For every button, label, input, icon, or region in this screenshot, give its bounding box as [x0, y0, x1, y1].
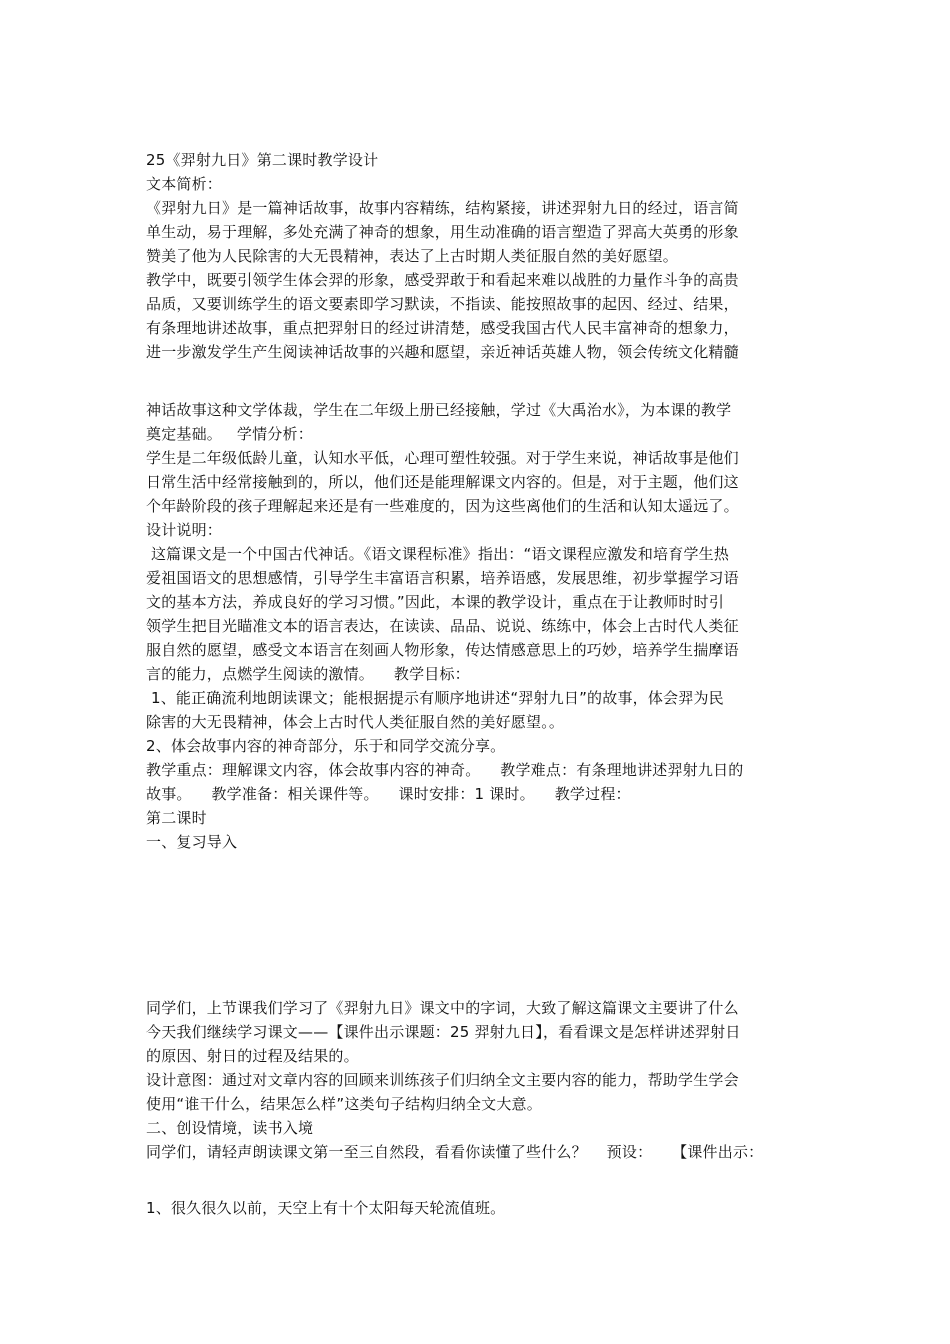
paragraph-line: 神话故事这种文学体裁，学生在二年级上册已经接触，学过《大禹治水》，为本课的教学 — [146, 401, 732, 419]
paragraph-line: 言的能力，点燃学生阅读的激情。 教学目标： — [146, 665, 470, 683]
section-heading-text-analysis: 文本简析： — [146, 175, 223, 193]
paragraph-line: 单生动，易于理解，多处充满了神奇的想象，用生动准确的语言塑造了羿高大英勇的形象 — [146, 223, 739, 241]
paragraph-line: 教学重点：理解课文内容，体会故事内容的神奇。 教学难点：有条理地讲述羿射九日的 — [146, 761, 744, 779]
paragraph-line: 日常生活中经常接触到的，所以，他们还是能理解课文内容的。但是，对于主题，他们这 — [146, 473, 739, 491]
paragraph-line: 2、体会故事内容的神奇部分，乐于和同学交流分享。 — [146, 737, 506, 755]
paragraph-line: 文的基本方法，养成良好的学习习惯。”因此，本课的教学设计，重点在于让教师时时引 — [146, 593, 725, 611]
section-heading-second-lesson: 第二课时 — [146, 809, 207, 827]
paragraph-line: 个年龄阶段的孩子理解起来还是有一些难度的，因为这些离他们的生活和认知太遥远了。 — [146, 497, 739, 515]
paragraph-line: 同学们，上节课我们学习了《羿射九日》课文中的字词，大致了解这篇课文主要讲了什么 — [146, 999, 739, 1017]
paragraph-line: 这篇课文是一个中国古代神话。《语文课程标准》指出：“语文课程应激发和培育学生热 — [146, 545, 730, 563]
paragraph-line: 进一步激发学生产生阅读神话故事的兴趣和愿望，亲近神话英雄人物，领会传统文化精髓 — [146, 343, 739, 361]
paragraph-line: 故事。 教学准备：相关课件等。 课时安排：1 课时。 教学过程： — [146, 785, 631, 803]
paragraph-line: 1、很久很久以前，天空上有十个太阳每天轮流值班。 — [146, 1199, 506, 1217]
section-heading-design-notes: 设计说明： — [146, 521, 223, 539]
paragraph-line: 品质，又要训练学生的语文要素即学习默读，不指读、能按照故事的起因、经过、结果， — [146, 295, 739, 313]
paragraph-line: 赞美了他为人民除害的大无畏精神，表达了上古时期人类征服自然的美好愿望。 — [146, 247, 679, 265]
paragraph-line: 1、能正确流利地朗读课文；能根据提示有顺序地讲述“羿射九日”的故事，体会羿为民 — [146, 689, 724, 707]
paragraph-line: 学生是二年级低龄儿童，认知水平低，心理可塑性较强。对于学生来说，神话故事是他们 — [146, 449, 739, 467]
paragraph-line: 今天我们继续学习课文——【课件出示课题：25 羿射九日】，看看课文是怎样讲述羿射日 — [146, 1023, 741, 1041]
paragraph-line: 的原因、射日的过程及结果的。 — [146, 1047, 359, 1065]
paragraph-line: 使用“谁干什么，结果怎么样”这类句子结构归纳全文大意。 — [146, 1095, 542, 1113]
paragraph-line: 教学中，既要引领学生体会羿的形象，感受羿敢于和看起来难以战胜的力量作斗争的高贵 — [146, 271, 739, 289]
paragraph-line: 有条理地讲述故事，重点把羿射日的经过讲清楚，感受我国古代人民丰富神奇的想象力， — [146, 319, 739, 337]
document-title: 25《羿射九日》第二课时教学设计 — [146, 151, 379, 169]
paragraph-line: 同学们，请轻声朗读课文第一至三自然段，看看你读懂了些什么？ 预设： 【课件出示： — [146, 1143, 764, 1161]
paragraph-line: 除害的大无畏精神，体会上古时代人类征服自然的美好愿望。。 — [146, 713, 565, 731]
paragraph-line: 服自然的愿望，感受文本语言在刻画人物形象，传达情感意思上的巧妙，培养学生揣摩语 — [146, 641, 739, 659]
paragraph-line: 爱祖国语文的思想感情，引导学生丰富语言积累，培养语感，发展思维，初步掌握学习语 — [146, 569, 739, 587]
paragraph-line: 《羿射九日》是一篇神话故事，故事内容精练，结构紧接，讲述羿射九日的经过，语言简 — [146, 199, 739, 217]
paragraph-line: 设计意图：通过对文章内容的回顾来训练孩子们归纳全文主要内容的能力，帮助学生学会 — [146, 1071, 739, 1089]
paragraph-line: 奠定基础。 学情分析： — [146, 425, 313, 443]
section-heading-review: 一、复习导入 — [146, 833, 238, 851]
paragraph-line: 领学生把目光瞄准文本的语言表达，在读读、品品、说说、练练中，体会上古时代人类征 — [146, 617, 739, 635]
section-heading-scenario: 二、创设情境，读书入境 — [146, 1119, 314, 1137]
